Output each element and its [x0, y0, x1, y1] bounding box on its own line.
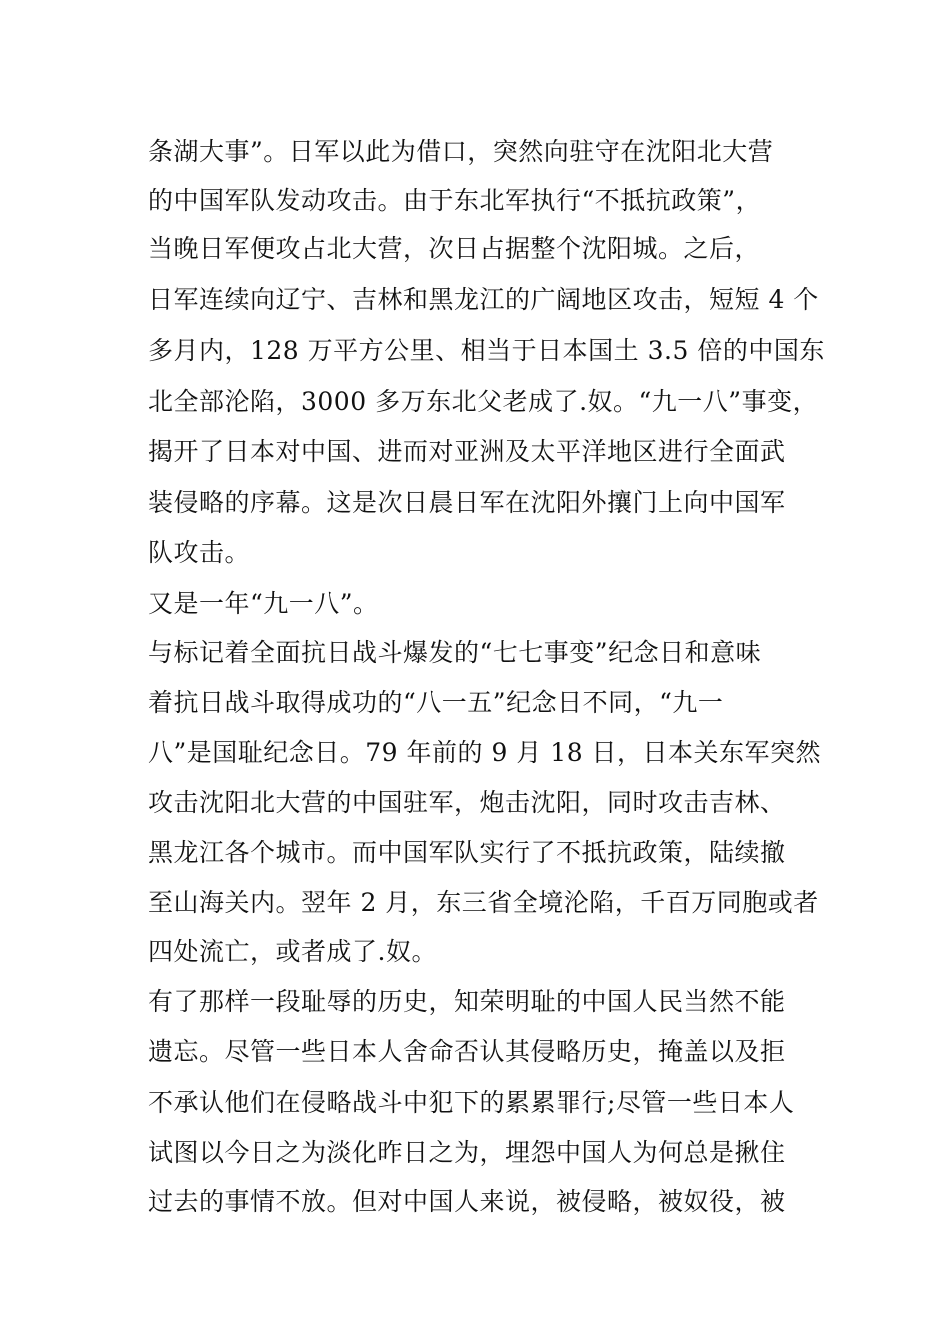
- text-line: 揭开了日本对中国、进而对亚洲及太平洋地区进行全面武: [148, 437, 786, 466]
- text-line: 黑龙江各个城市。而中国军队实行了不抵抗政策，陆续撤: [148, 838, 786, 867]
- text-line: 遗忘。尽管一些日本人舍命否认其侵略历史，掩盖以及拒: [148, 1037, 786, 1066]
- text-line: 八”是国耻纪念日。79 年前的 9 月 18 日，日本关东军突然: [148, 738, 822, 767]
- text-line: 装侵略的序幕。这是次日晨日军在沈阳外攘门上向中国军: [148, 488, 786, 517]
- text-line: 队攻击。: [148, 538, 251, 567]
- text-line: 当晚日军便攻占北大营，次日占据整个沈阳城。之后，: [148, 234, 761, 263]
- text-line: 条湖大事”。日军以此为借口，突然向驻守在沈阳北大营: [148, 137, 774, 166]
- text-line: 北全部沦陷，3000 多万东北父老成了.奴。“九一八”事变，: [148, 387, 819, 416]
- text-line: 试图以今日之为淡化昨日之为，埋怨中国人为何总是揪住: [148, 1138, 786, 1167]
- text-line: 有了那样一段耻辱的历史，知荣明耻的中国人民当然不能: [148, 987, 786, 1016]
- text-line: 多月内，128 万平方公里、相当于日本国土 3.5 倍的中国东: [148, 336, 825, 365]
- text-line: 的中国军队发动攻击。由于东北军执行“不抵抗政策”，: [148, 186, 762, 215]
- text-line: 四处流亡，或者成了.奴。: [148, 937, 437, 966]
- text-line: 日军连续向辽宁、吉林和黑龙江的广阔地区攻击，短短 4 个: [148, 285, 819, 314]
- text-line: 过去的事情不放。但对中国人来说，被侵略，被奴役，被: [148, 1187, 786, 1216]
- text-line: 不承认他们在侵略战斗中犯下的累累罪行;尽管一些日本人: [148, 1088, 795, 1117]
- text-line: 与标记着全面抗日战斗爆发的“七七事变”纪念日和意味: [148, 638, 762, 667]
- text-line: 至山海关内。翌年 2 月，东三省全境沦陷，千百万同胞或者: [148, 888, 819, 917]
- text-line: 又是一年“九一八”。: [148, 589, 379, 618]
- text-line: 着抗日战斗取得成功的“八一五”纪念日不同，“九一: [148, 688, 724, 717]
- text-line: 攻击沈阳北大营的中国驻军，炮击沈阳，同时攻击吉林、: [148, 788, 786, 817]
